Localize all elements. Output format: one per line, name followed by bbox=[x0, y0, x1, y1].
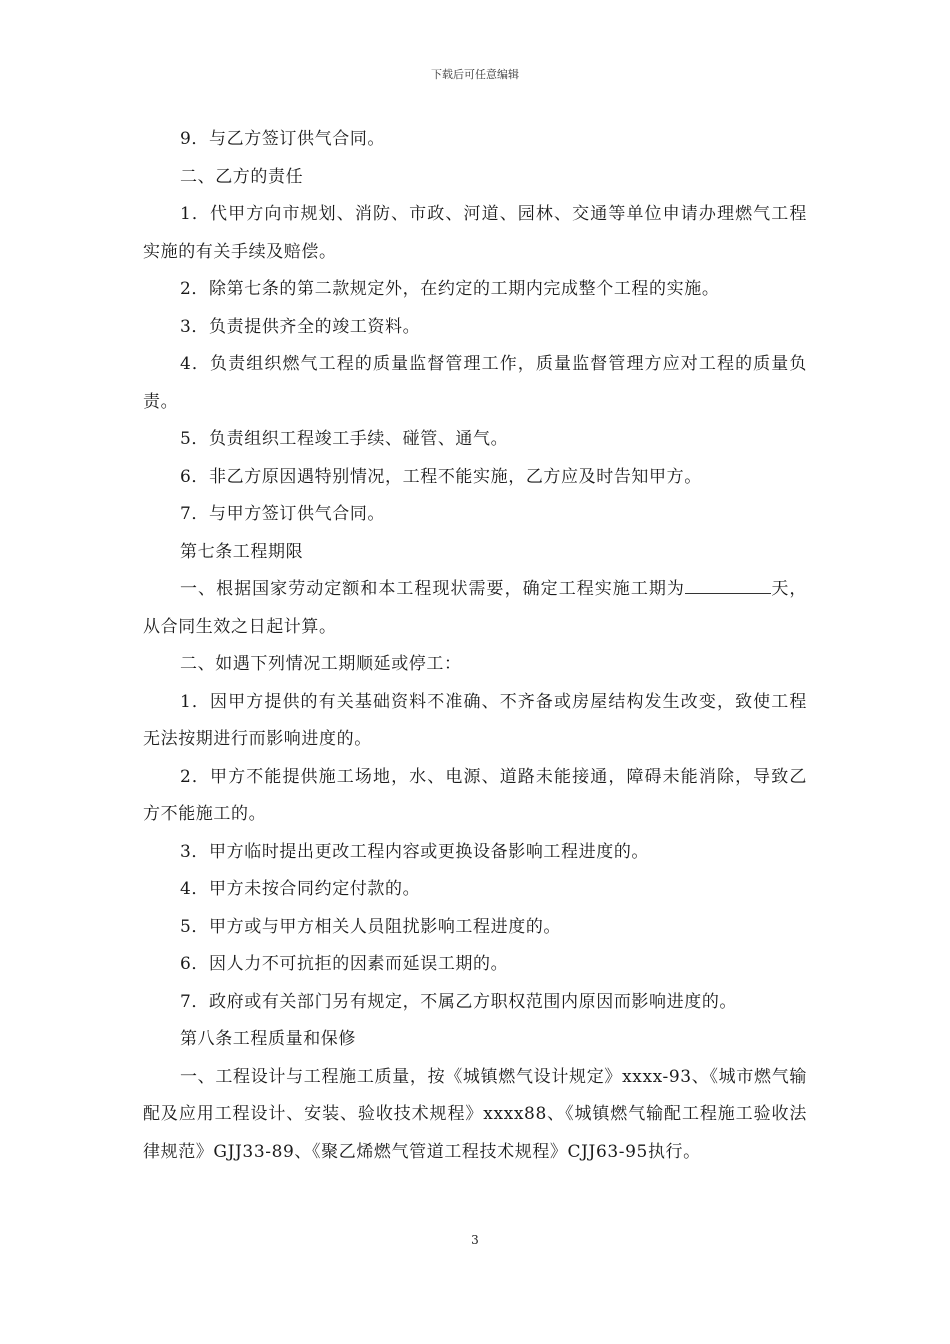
section-heading: 二、乙方的责任 bbox=[180, 166, 304, 187]
paragraph: 4．甲方未按合同约定付款的。 bbox=[180, 879, 421, 899]
paragraph: 3．甲方临时提出更改工程内容或更换设备影响工程进度的。 bbox=[180, 841, 650, 862]
article-heading: 第八条工程质量和保修 bbox=[180, 1029, 356, 1049]
fill-in-blank bbox=[685, 577, 771, 594]
blank-text-after: 天，从合同生效之日起计算。 bbox=[143, 579, 807, 637]
article-heading: 第七条工程期限 bbox=[180, 541, 304, 562]
paragraph: 4．负责组织燃气工程的质量监督管理工作，质量监督管理方应对工程的质量负责。 bbox=[143, 354, 807, 412]
paragraph: 6．因人力不可抗拒的因素而延误工期的。 bbox=[180, 954, 509, 974]
paragraph: 1．代甲方向市规划、消防、市政、河道、园林、交通等单位申请办理燃气工程实施的有关手续及赔偿。 bbox=[143, 204, 807, 262]
section-heading: 二、如遇下列情况工期顺延或停工： bbox=[180, 654, 462, 674]
paragraph: 3．负责提供齐全的竣工资料。 bbox=[180, 316, 421, 337]
document-body bbox=[143, 121, 807, 1171]
paragraph: 7．政府或有关部门另有规定，不属乙方职权范围内原因而影响进度的。 bbox=[180, 991, 738, 1012]
blank-text-before: 一、根据国家劳动定额和本工程现状需要，确定工程实施工期为 bbox=[180, 579, 685, 599]
paragraph: 一、工程设计与工程施工质量，按《城镇燃气设计规定》xxxx-93、《城市燃气输配及应用工程设计、安装、验收技术规程》xxxx88、《城镇燃气输配工程施工验收法律规范》GJJ33-89、《聚乙烯燃气管道工程技术规程》CJJ63-95执行。 bbox=[143, 1066, 807, 1162]
page-header: 下载后可任意编辑 bbox=[431, 68, 519, 81]
paragraph: 1．因甲方提供的有关基础资料不准确、不齐备或房屋结构发生改变，致使工程无法按期进行而影响进度的。 bbox=[143, 691, 807, 749]
paragraph-with-blank bbox=[143, 571, 807, 646]
page-number: 3 bbox=[471, 1233, 479, 1247]
paragraph: 5．甲方或与甲方相关人员阻扰影响工程进度的。 bbox=[180, 916, 562, 937]
paragraph: 9．与乙方签订供气合同。 bbox=[180, 129, 386, 149]
paragraph: 6．非乙方原因遇特别情况，工程不能实施，乙方应及时告知甲方。 bbox=[180, 466, 702, 487]
paragraph: 2．甲方不能提供施工场地，水、电源、道路未能接通，障碍未能消除，导致乙方不能施工的。 bbox=[143, 766, 807, 824]
paragraph: 5．负责组织工程竣工手续、碰管、通气。 bbox=[180, 429, 509, 449]
paragraph: 7．与甲方签订供气合同。 bbox=[180, 504, 386, 524]
paragraph: 2．除第七条的第二款规定外，在约定的工期内完成整个工程的实施。 bbox=[180, 279, 720, 299]
